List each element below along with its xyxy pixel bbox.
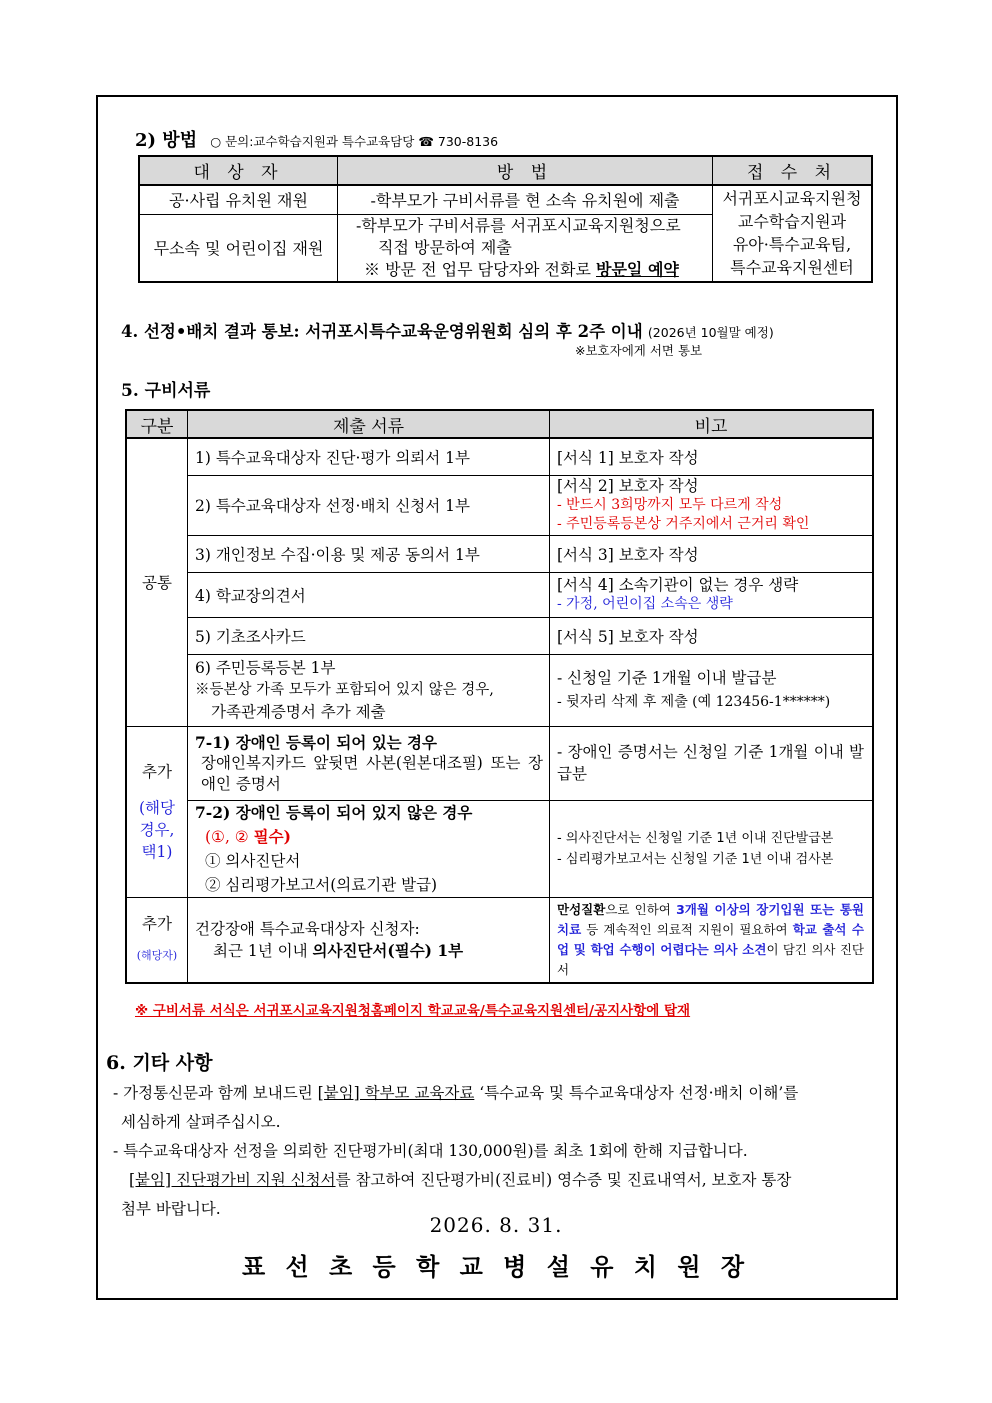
note-row8-chronic: 만성질환 (557, 901, 606, 917)
document-signer: 표 선 초 등 학 교 병 설 유 치 원 장 (241, 1252, 751, 1281)
note-row6 (550, 654, 874, 726)
note-row2-red: - 주민등록등본상 거주지에서 근거리 확인 (557, 515, 810, 532)
method-contact-note: ○ 문의:교수학습지원과 특수교육담당 ☎ 730-8136 (210, 134, 499, 149)
sec6-p3: 를 참고하여 진단평가비(진료비) 영수증 및 진료내역서, 보호자 통장 (335, 1171, 792, 1189)
attachment-parent-material: [붙임] 학부모 교육자료 (317, 1084, 475, 1102)
doc-row8-required: 의사진단서(필수) 1부 (312, 940, 464, 960)
note-row8-blue: 3개월 이상의 장기입원 또는 통원치료 (557, 901, 864, 937)
note-row8-blue: 학교 출석 수업 및 학업 수행이 어렵다는 의사 소견 (557, 921, 864, 957)
method-row2-method (338, 214, 713, 282)
method-row1-target: 공·사립 유치원 재원 (139, 185, 338, 214)
doc-header-notes: 비고 (550, 410, 874, 438)
note-row7-2-line: - 의사진단서는 신청일 기준 1년 이내 진단발급본 (557, 830, 834, 846)
receiver-line: 서귀포시교육지원청 (722, 189, 862, 209)
doc-row6-line: 6) 주민등록등본 1부 (195, 659, 336, 677)
note-row4-blue: - 가정, 어린이집 소속은 생략 (557, 595, 733, 612)
method-row1-method: -학부모가 구비서류를 현 소속 유치원에 제출 (338, 185, 713, 214)
doc-row7-1 (188, 726, 550, 800)
sec6-p1: ‘특수교육 및 특수교육대상자 선정·배치 이해’를 (474, 1084, 799, 1102)
note-row8 (550, 897, 874, 983)
method-heading-line (135, 126, 498, 152)
method-heading: 2) 방법 (135, 130, 198, 151)
required-marks: (①, ② (205, 827, 254, 846)
category-add2-label: 추가 (142, 914, 172, 933)
note-row8-text: 이 담긴 의사 진단서 (557, 941, 864, 977)
doc-row1: 1) 특수교육대상자 진단·평가 의뢰서 1부 (188, 438, 550, 475)
sec6-p2: - 특수교육대상자 선정을 의뢰한 진단평가비(최대 130,000원)를 최초 1회에 한해 지급합니다. (113, 1142, 748, 1160)
category-add2-sub: (해당자) (136, 948, 178, 962)
attachment-fee-application: [붙임] 진단평가비 지원 신청서 (129, 1171, 336, 1189)
method-receiver (713, 185, 873, 282)
receiver-line: 교수학습지원과 (737, 212, 847, 232)
category-additional-2 (126, 897, 188, 983)
doc-row2: 2) 특수교육대상자 선정·배치 신청서 1부 (188, 475, 550, 535)
doc-row8 (188, 897, 550, 983)
note-row4 (550, 572, 874, 617)
row2-method-line: 직접 방문하여 제출 (378, 237, 512, 257)
doc-row7-2 (188, 800, 550, 897)
documents-table (125, 409, 874, 984)
note-row1: [서식 1] 보호자 작성 (550, 438, 874, 475)
category-add-label: 추가 (142, 762, 172, 781)
doc-row7-2-title: 7-2) 장애인 등록이 되어 있지 않은 경우 (195, 802, 473, 822)
note-row2-red: - 반드시 3희망까지 모두 다르게 작성 (557, 496, 783, 513)
section4-sub: ※보호자에게 서면 통보 (575, 343, 703, 358)
section6-heading: 6. 기타 사항 (106, 1052, 213, 1074)
note-row6-line: - 뒷자리 삭제 후 제출 (예 123456-1******) (557, 694, 831, 710)
method-row2-target: 무소속 및 어린이집 재원 (139, 214, 338, 282)
note-row7-1: - 장애인 증명서는 신청일 기준 1개월 이내 발급분 (550, 726, 874, 800)
section6-body (113, 1079, 893, 1224)
category-common: 공통 (126, 438, 188, 726)
category-add-sub: 경우, (139, 820, 175, 839)
visit-reservation-emphasis: 방문일 예약 (596, 259, 679, 279)
note-row8-text: 으로 인하여 (605, 901, 677, 917)
doc-row6-line: ※등본상 가족 모두가 포함되어 있지 않은 경우, (195, 682, 494, 698)
doc-row7-2-item: ② 심리평가보고서(의료기관 발급) (205, 875, 438, 894)
document-date: 2026. 8. 31. (429, 1213, 563, 1237)
required-label: 필수) (253, 826, 291, 846)
category-add-sub: (해당 (139, 798, 175, 817)
doc-row3: 3) 개인정보 수집·이용 및 제공 동의서 1부 (188, 535, 550, 572)
sec6-p3-cont: 첨부 바랍니다. (121, 1200, 221, 1218)
doc-row4: 4) 학교장의견서 (188, 572, 550, 617)
doc-row7-1-title: 7-1) 장애인 등록이 되어 있는 경우 (195, 732, 437, 752)
doc-row8-prefix: 최근 1년 이내 (213, 941, 313, 960)
method-header-method: 방 법 (338, 156, 713, 185)
row2-method-line: -학부모가 구비서류를 서귀포시교육지원청으로 (356, 215, 681, 235)
note-row7-2 (550, 800, 874, 897)
category-additional (126, 726, 188, 897)
note-row3: [서식 3] 보호자 작성 (550, 535, 874, 572)
method-header-receiver: 접 수 처 (713, 156, 873, 185)
doc-row5: 5) 기초조사카드 (188, 617, 550, 654)
section5-heading: 5. 구비서류 (121, 381, 211, 401)
doc-row7-1-body: 장애인복지카드 앞뒷면 사본(원본대조필) 또는 장애인 증명서 (201, 753, 543, 793)
note-row6-line: - 신청일 기준 1개월 이내 발급분 (557, 669, 777, 687)
method-table (138, 155, 873, 283)
sec6-p1-cont: 세심하게 살펴주십시오. (121, 1113, 281, 1131)
doc-row8-line: 건강장애 특수교육대상자 신청자: (195, 919, 420, 938)
section4-paren: (2026년 10월말 예정) (647, 325, 774, 340)
note-row8-text: 등 계속적인 의료적 지원이 필요하여 (581, 921, 793, 937)
category-add-sub: 택1) (141, 842, 173, 861)
doc-header-documents: 제출 서류 (188, 410, 550, 438)
receiver-line: 유아·특수교육팀, (732, 235, 852, 255)
note-row2 (550, 475, 874, 535)
doc-header-category: 구분 (126, 410, 188, 438)
section4-text: 4. 선정•배치 결과 통보: 서귀포시특수교육운영위원회 심의 후 2주 이내 (121, 322, 643, 341)
method-header-target: 대 상 자 (139, 156, 338, 185)
note-row4-line: [서식 4] 소속기관이 없는 경우 생략 (557, 575, 799, 594)
note-row2-line: [서식 2] 보호자 작성 (557, 476, 699, 495)
doc-row6-line: 가족관계증명서 추가 제출 (211, 703, 386, 721)
doc-row6 (188, 654, 550, 726)
doc-row7-2-item: ① 의사진단서 (205, 851, 301, 870)
documents-footnote: ※ 구비서류 서식은 서귀포시교육지원청홈페이지 학교교육/특수교육지원센터/공지사항에 탑재 (135, 1003, 691, 1019)
row2-method-note: ※ 방문 전 업무 담당자와 전화로 (364, 259, 596, 279)
section4 (121, 318, 774, 342)
sec6-p1: - 가정통신문과 함께 보내드린 (113, 1084, 318, 1102)
note-row7-2-line: - 심리평가보고서는 신청일 기준 1년 이내 검사본 (557, 851, 834, 867)
note-row5: [서식 5] 보호자 작성 (550, 617, 874, 654)
receiver-line: 특수교육지원센터 (730, 258, 854, 278)
